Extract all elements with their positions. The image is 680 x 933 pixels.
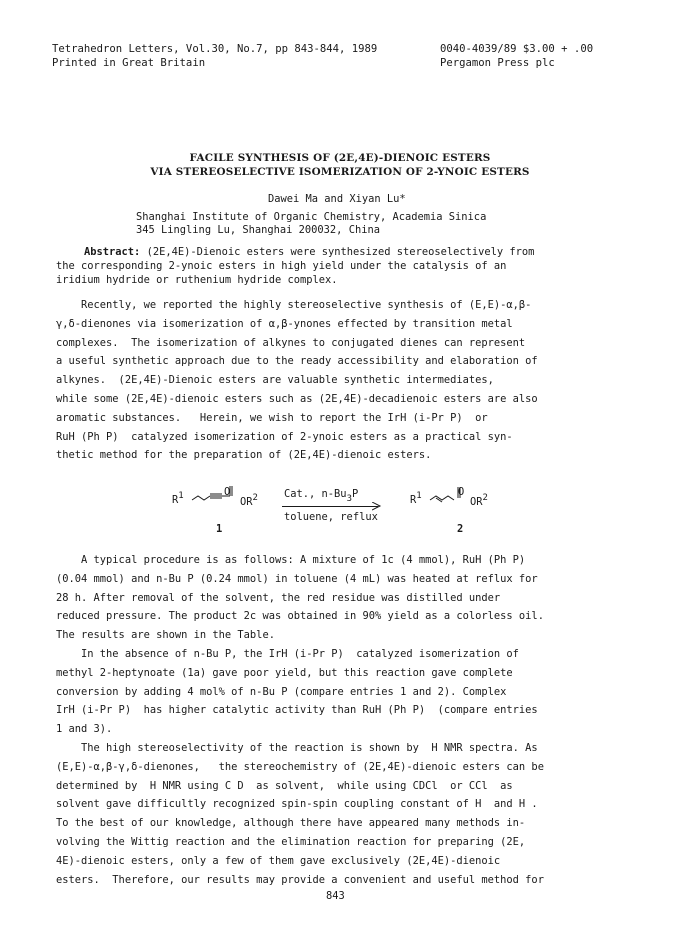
procedure-line: The results are shown in the Table. — [56, 629, 275, 642]
intro-line: complexes. The isomerization of alkynes to conjugated dienes can represent — [56, 336, 526, 349]
reaction-conditions-1: Cat., n-Bu3P — [284, 488, 359, 504]
procedure-line: 4E)-dienoic esters, only a few of them gave exclusively (2E,4E)-dienoic — [56, 854, 501, 867]
issn-code: 0040-4039/89 $3.00 + .00 — [440, 43, 594, 55]
procedure-line: esters. Therefore, our results may provide a convenient and useful method for — [56, 873, 544, 886]
intro-line: γ,δ-dienones via isomerization of α,β-ynones effected by transition metal — [56, 317, 513, 330]
ester-group-reactant: OR2 — [240, 493, 258, 508]
intro-line: aromatic substances. Herein, we wish to report the IrH (i-Pr P) or — [56, 411, 488, 424]
procedure-paragraphs — [56, 551, 544, 889]
affiliation-line-1: Shanghai Institute of Organic Chemistry, Academia Sinica — [136, 211, 487, 223]
carbonyl-o-product: O — [458, 486, 465, 498]
printed-location: Printed in Great Britain — [52, 57, 206, 69]
intro-paragraph — [56, 296, 538, 465]
journal-citation: Tetrahedron Letters, Vol.30, No.7, pp 843-844, 1989 — [52, 43, 378, 55]
abstract-line-1: Abstract: (2E,4E)-Dienoic esters were synthesized stereoselectively from — [84, 246, 535, 258]
procedure-line: 1 and 3). — [56, 723, 113, 736]
procedure-line: The high stereoselectivity of the reaction is shown by H NMR spectra. As — [56, 741, 538, 754]
compound-label-1: 1 — [216, 523, 223, 535]
procedure-line: methyl 2-heptynoate (1a) gave poor yield, but this reaction gave complete — [56, 666, 513, 679]
procedure-line: (0.04 mmol) and n-Bu P (0.24 mmol) in toluene (4 mL) was heated at reflux for — [56, 572, 538, 585]
intro-line: while some (2E,4E)-dienoic esters such as (2E,4E)-decadienoic esters are also — [56, 392, 538, 405]
intro-line: alkynes. (2E,4E)-Dienoic esters are valuable synthetic intermediates, — [56, 374, 494, 387]
scheme-reactant: R1 — [172, 491, 184, 506]
procedure-line: conversion by adding 4 mol% of n-Bu P (compare entries 1 and 2). Complex — [56, 685, 507, 698]
authors: Dawei Ma and Xiyan Lu* — [268, 193, 406, 205]
intro-line: RuH (Ph P) catalyzed isomerization of 2-ynoic esters as a practical syn- — [56, 430, 513, 443]
abstract-line-3: iridium hydride or ruthenium hydride complex. — [56, 274, 338, 286]
page-number: 843 — [326, 890, 345, 902]
compound-label-2: 2 — [457, 523, 464, 535]
affiliation-line-2: 345 Lingling Lu, Shanghai 200032, China — [136, 224, 380, 236]
scheme-product: R1 — [410, 491, 422, 506]
procedure-line: 28 h. After removal of the solvent, the red residue was distilled under — [56, 591, 501, 604]
procedure-line: IrH (i-Pr P) has higher catalytic activity than RuH (Ph P) (compare entries — [56, 704, 538, 717]
title-line-1: FACILE SYNTHESIS OF (2E,4E)-DIENOIC ESTERS — [189, 152, 491, 164]
ester-group-product: OR2 — [470, 493, 488, 508]
abstract-line-2: the corresponding 2-ynoic esters in high yield under the catalysis of an — [56, 260, 507, 272]
reaction-arrow — [282, 506, 378, 507]
procedure-line: (E,E)-α,β-γ,δ-dienones, the stereochemistry of (2E,4E)-dienoic esters can be — [56, 760, 544, 773]
intro-line: a useful synthetic approach due to the ready accessibility and elaboration of — [56, 355, 538, 368]
publisher: Pergamon Press plc — [440, 57, 555, 69]
procedure-line: To the best of our knowledge, although there have appeared many methods in- — [56, 817, 526, 830]
procedure-line: solvent gave difficultly recognized spin-spin coupling constant of H and H . — [56, 798, 538, 811]
reaction-conditions-2: toluene, reflux — [284, 511, 378, 523]
procedure-line: In the absence of n-Bu P, the IrH (i-Pr P) catalyzed isomerization of — [56, 647, 519, 660]
procedure-line: determined by H NMR using C D as solvent, while using CDCl or CCl as — [56, 779, 513, 792]
intro-line: Recently, we reported the highly stereoselective synthesis of (E,E)-α,β- — [56, 299, 532, 311]
alkyne-ester-structure — [190, 484, 242, 510]
intro-line: thetic method for the preparation of (2E,4E)-dienoic esters. — [56, 449, 432, 462]
procedure-line: volving the Wittig reaction and the elimination reaction for preparing (2E, — [56, 835, 526, 848]
carbonyl-o-reactant: O — [224, 486, 231, 498]
abstract-label: Abstract: — [84, 246, 141, 258]
procedure-line: reduced pressure. The product 2c was obtained in 90% yield as a colorless oil. — [56, 610, 544, 623]
procedure-line: A typical procedure is as follows: A mixture of 1c (4 mmol), RuH (Ph P) — [56, 554, 526, 566]
title-line-2: VIA STEREOSELECTIVE ISOMERIZATION OF 2-YNOIC ESTERS — [150, 166, 530, 178]
